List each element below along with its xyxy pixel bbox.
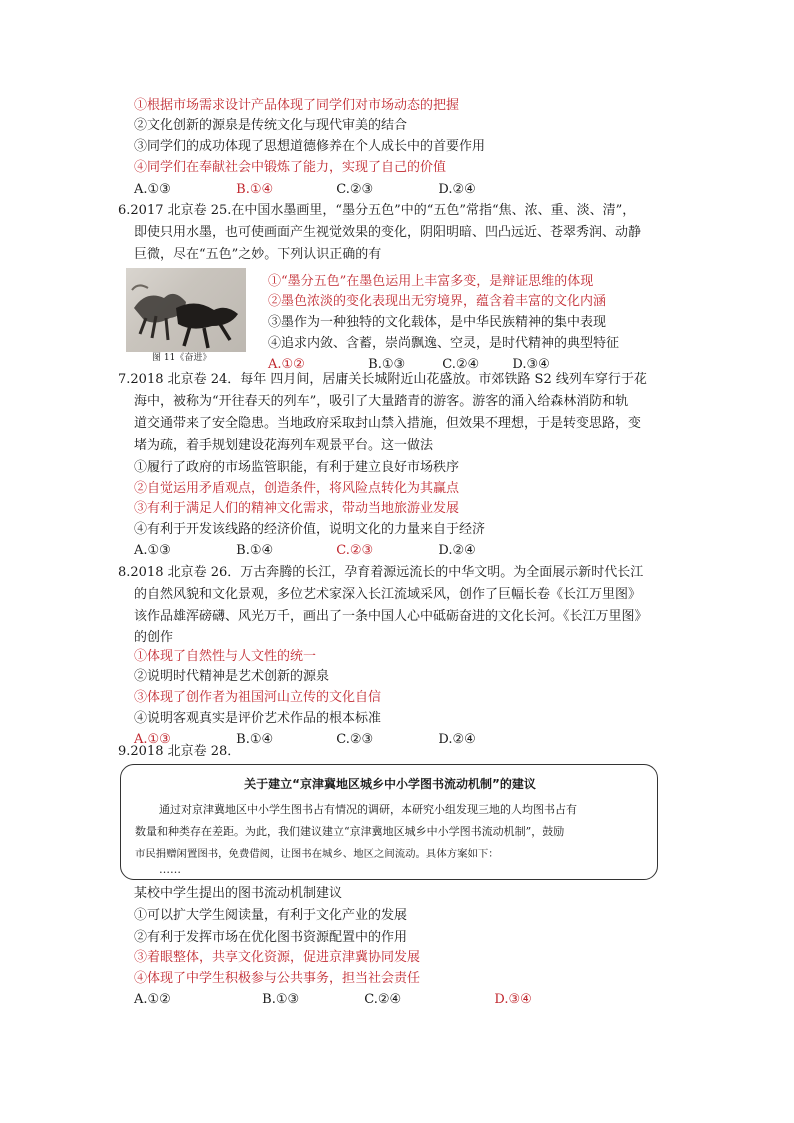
proposal-line-3: 市民捐赠闲置图书，免费借阅，让图书在城乡、地区之间流动。具体方案如下： [135,848,499,860]
q7-choice-c: C.②③ [336,543,374,558]
q6-option-1: ①“墨分五色”在墨色运用上丰富多变，是辩证思维的体现 [268,274,594,289]
q7-choice-d: D.②④ [438,543,476,558]
q9-option-4: ④体现了中学生积极参与公共事务，担当社会责任 [134,971,421,986]
painting-figure [126,268,246,352]
q7-choice-a: A.①③ [134,543,171,558]
q5-choice-c: C.②③ [336,182,374,197]
q7-option-3: ③有利于满足人们的精神文化需求，带动当地旅游业发展 [134,501,460,516]
q5-choice-a: A.①③ [134,182,171,197]
q5-choices [134,180,476,200]
q6-option-3: ③墨作为一种独特的文化载体，是中华民族精神的集中表现 [268,315,607,330]
q6-option-2: ②墨色浓淡的变化表现出无穷境界，蕴含着丰富的文化内涵 [268,294,607,309]
q9-choice-c: C.②④ [364,992,402,1007]
q8-choice-d: D.②④ [438,732,476,747]
q8-choice-a: A.①③ [134,732,171,747]
q6-choice-c: C.②④ [442,357,480,372]
q8-option-3: ③体现了创作者为祖国河山立传的文化自信 [134,690,382,705]
proposal-line-2: 数量和种类存在差距。为此，我们建议建立“京津冀地区城乡中小学图书流动机制”，鼓励 [135,825,565,838]
q7-choices [134,541,476,561]
q6-choice-b: B.①③ [368,357,406,372]
q5-option-3: ③同学们的成功体现了思想道德修养在个人成长中的首要作用 [134,139,486,154]
proposal-title: 关于建立“京津冀地区城乡中小学图书流动机制”的建议 [244,777,536,791]
q8-option-1: ①体现了自然性与人文性的统一 [134,649,317,664]
q9-choice-d: D.③④ [494,992,532,1007]
q5-choice-b: B.①④ [236,182,274,197]
q9-option-2: ②有利于发挥市场在优化图书资源配置中的作用 [134,930,408,945]
q8-stem-line-1: 8.2018 北京卷 26．万古奔腾的长江，孕育着源远流长的中华文明。为全面展示新时代长江 [118,565,644,580]
q9-choices [134,990,532,1010]
q8-choice-c: C.②③ [336,732,374,747]
q9-header: 9.2018 北京卷 28． [118,744,241,759]
q9-stem: 某校中学生提出的图书流动机制建议 [134,886,343,901]
q7-option-2: ②自觉运用矛盾观点，创造条件，将风险点转化为其赢点 [134,481,460,496]
q6-option-4: ④追求内敛、含蓄，崇尚飘逸、空灵，是时代精神的典型特征 [268,336,620,351]
q5-option-2: ②文化创新的源泉是传统文化与现代审美的结合 [134,118,408,133]
proposal-box [120,764,658,880]
q7-stem-line-2: 海中，被称为“开往春天的列车”，吸引了大量踏青的游客。游客的涌入给森林消防和轨 [134,394,629,409]
q6-choice-d: D.③④ [512,357,550,372]
figure-caption: 图 11《奋进》 [152,353,212,363]
q8-option-4: ④说明客观真实是评价艺术作品的根本标准 [134,711,382,726]
q8-option-2: ②说明时代精神是艺术创新的源泉 [134,669,330,684]
q7-stem-line-1: 7.2018 北京卷 24．每年 四月间，居庸关长城附近山花盛放。市郊铁路 S2 线列车穿行于花 [118,372,647,387]
horses-painting-image [126,268,246,352]
q6-stem-line-2: 即使只用水墨，也可使画面产生视觉效果的变化，阴阳明暗、凹凸远近、苍翠秀润、动静 [134,225,642,240]
q6-stem-line-3: 巨微，尽在“五色”之妙。下列认识正确的有 [134,247,382,262]
q8-stem-line-2: 的自然风貌和文化景观，多位艺术家深入长江流域采风，创作了巨幅长卷《长江万里图》 [134,587,642,602]
q7-stem-line-4: 堵为疏，着手规划建设花海列车观景平台。这一做法 [134,438,434,453]
proposal-line-1: 通过对京津冀地区中小学生图书占有情况的调研，本研究小组发现三地的人均图书占有 [159,803,577,816]
q7-stem-line-3: 道交通带来了安全隐患。当地政府采取封山禁入措施，但效果不理想，于是转变思路，变 [134,416,642,431]
q6-stem-line-1: 6.2017 北京卷 25.在中国水墨画里，“墨分五色”中的“五色”常指“焦、浓、重、淡、清”， [118,203,636,218]
q5-option-4: ④同学们在奉献社会中锻炼了能力，实现了自己的价值 [134,160,447,175]
q7-option-1: ①履行了政府的市场监管职能，有利于建立良好市场秩序 [134,460,460,475]
q9-option-3: ③着眼整体，共享文化资源，促进京津冀协同发展 [134,950,421,965]
proposal-ellipsis: …… [159,863,181,876]
q6-choice-a: A.①② [268,357,305,372]
q9-option-1: ①可以扩大学生阅读量，有利于文化产业的发展 [134,908,408,923]
q7-choice-b: B.①④ [236,543,274,558]
q8-stem-line-3: 该作品雄浑磅礴、风光万千，画出了一条中国人心中砥砺奋进的文化长河。《长江万里图》 [134,609,648,624]
q8-choice-b: B.①④ [236,732,274,747]
q8-stem-line-4: 的创作 [134,630,174,645]
q9-choice-b: B.①③ [262,992,300,1007]
q5-choice-d: D.②④ [438,182,476,197]
q5-option-1: ①根据市场需求设计产品体现了同学们对市场动态的把握 [134,98,460,113]
q9-choice-a: A.①② [134,992,171,1007]
q7-option-4: ④有利于开发该线路的经济价值，说明文化的力量来自于经济 [134,522,486,537]
